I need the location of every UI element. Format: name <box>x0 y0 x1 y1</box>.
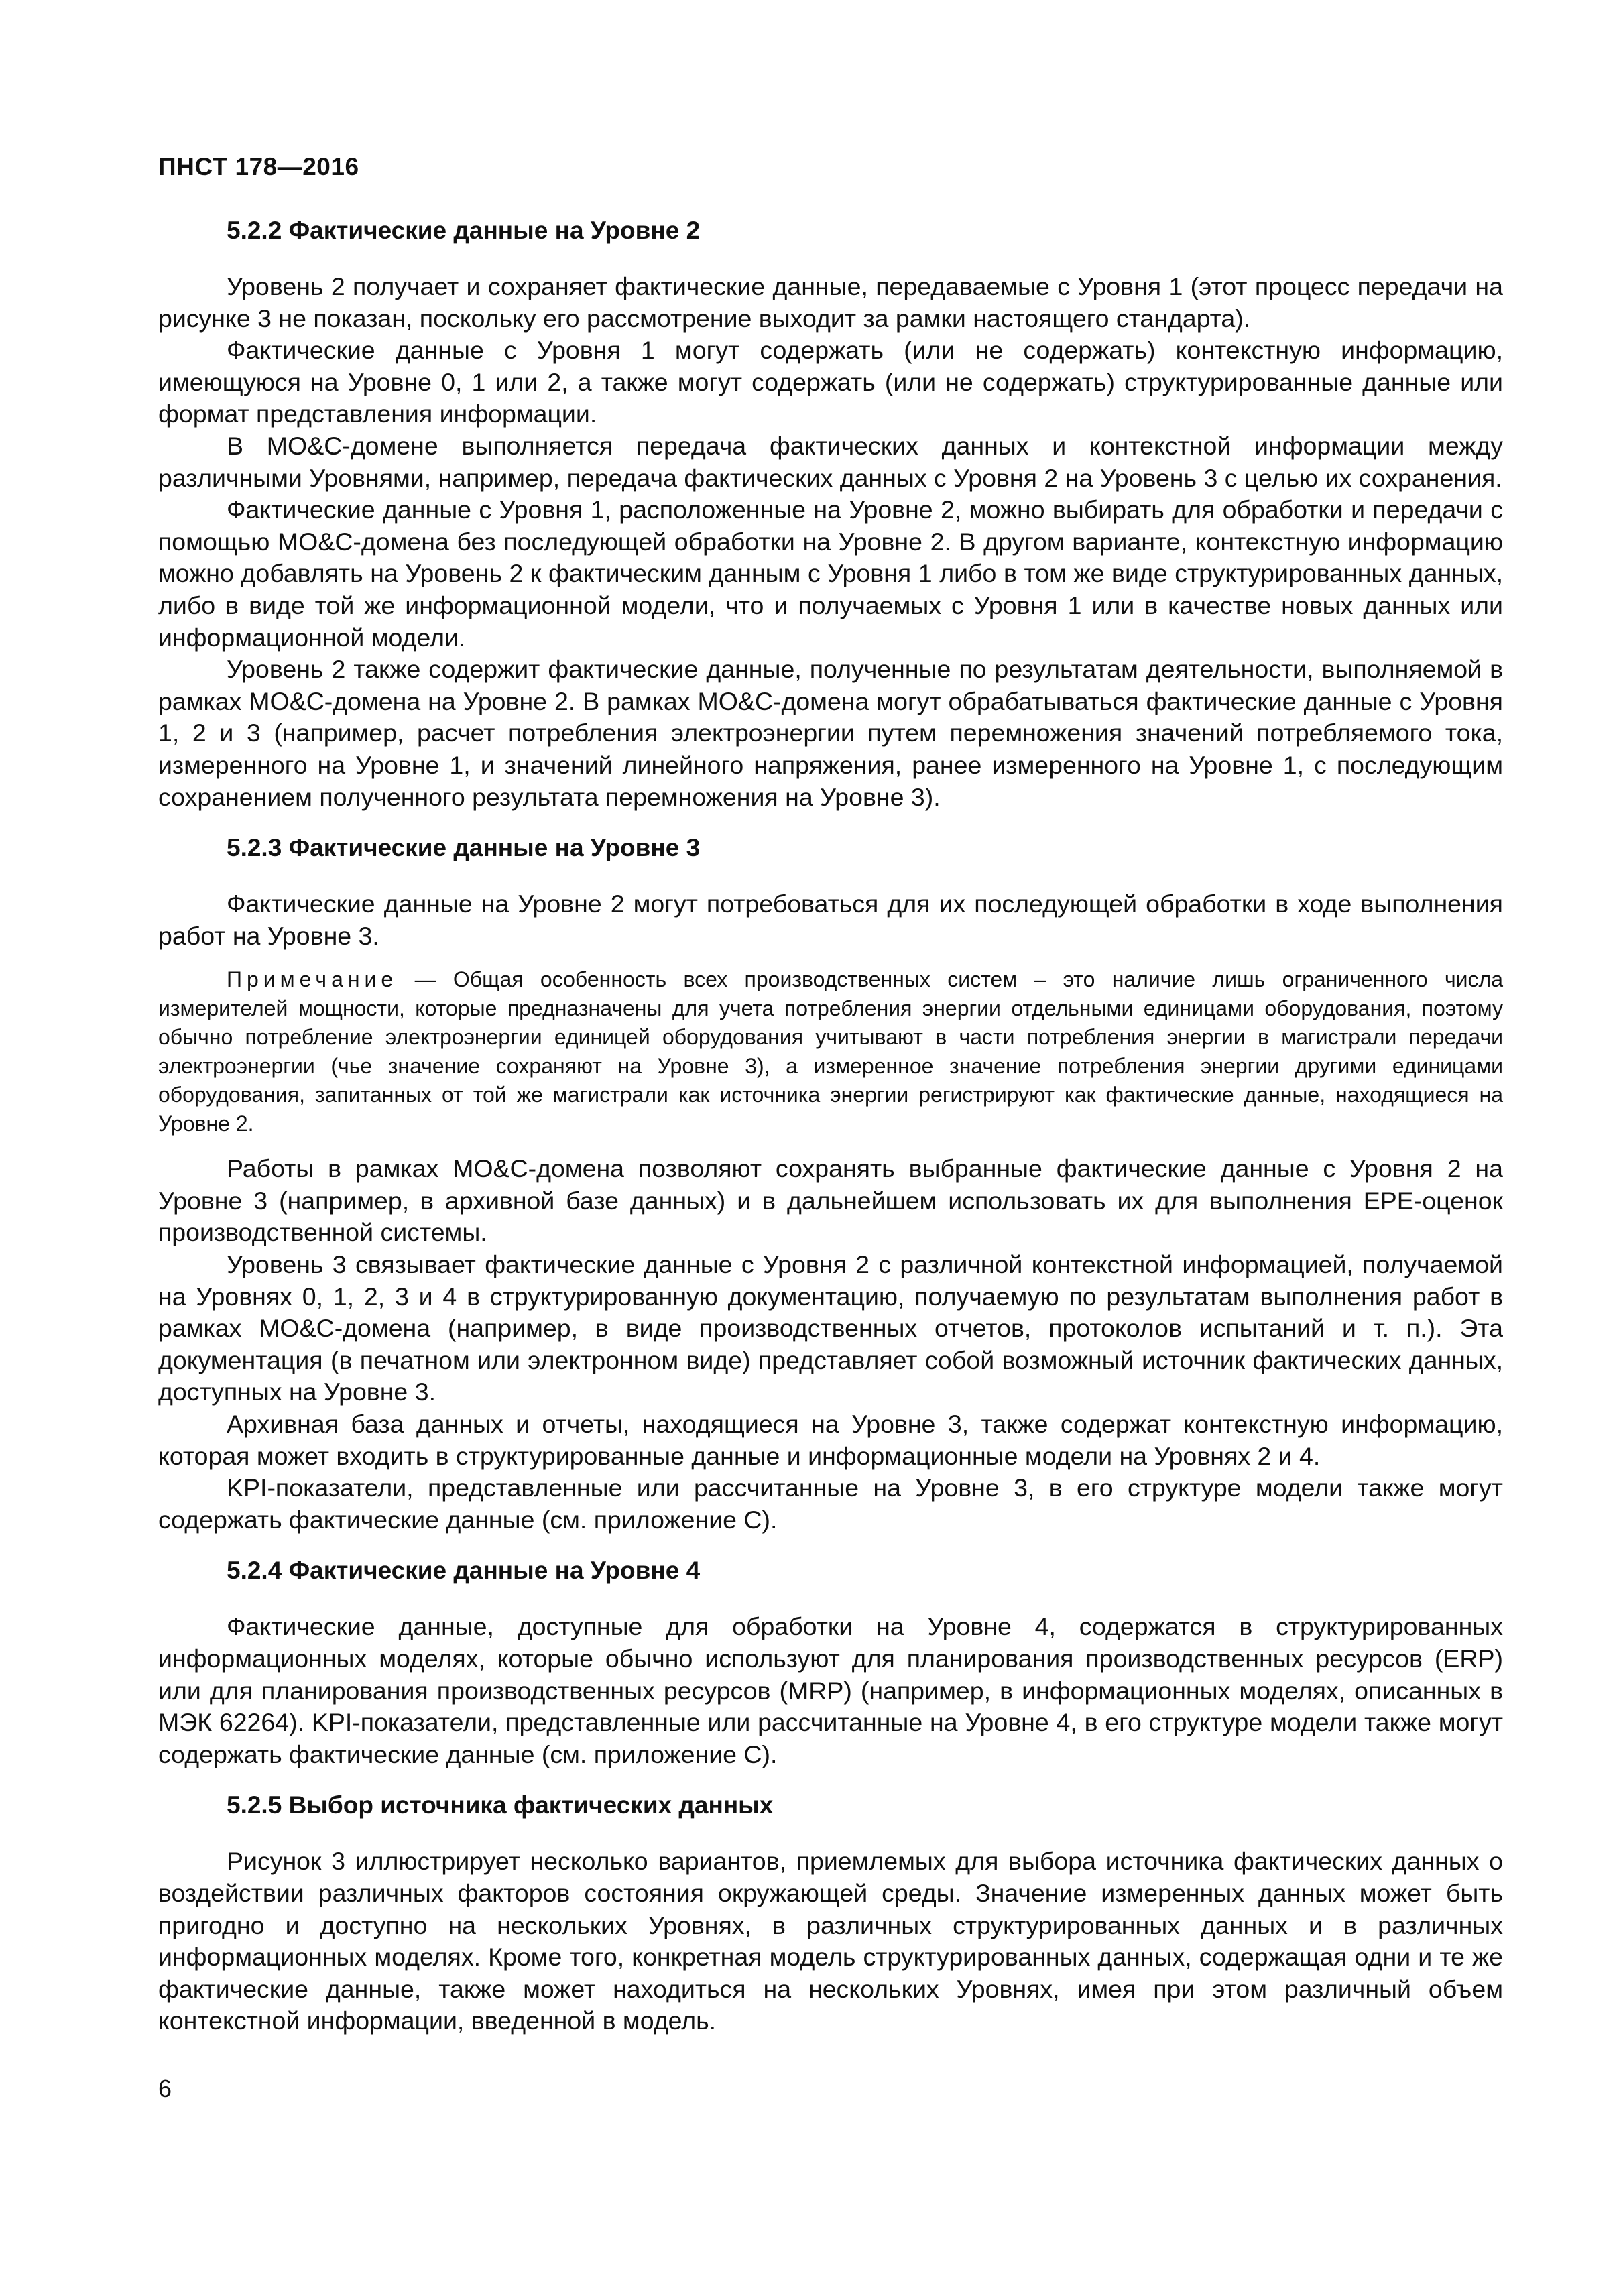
paragraph: Рисунок 3 иллюстрирует несколько вариантов, приемлемых для выбора источника фактических данных о воздействии различных факторов состояния окружающей среды. Значение измеренных данных может быть пригодно и доступно на нескольких Уровнях, в различных структурированных данных и в различных информационных моделях. Кроме того, конкретная модель структурированных данных, содержащая одни и те же фактические данные, также может находиться на нескольких Уровнях, имея при этом различный объем контекстной информации, введенной в модель. <box>158 1847 1503 2035</box>
paragraph: Фактические данные на Уровне 2 могут потребоваться для их последующей обработки в ходе выполнения работ на Уровне 3. <box>158 890 1503 950</box>
paragraph: Архивная база данных и отчеты, находящиеся на Уровне 3, также содержат контекстную информацию, которая может входить в структурированные данные и информационные модели на Уровнях 2 и 4. <box>158 1410 1503 1470</box>
note <box>158 965 1503 1138</box>
paragraph: Фактические данные с Уровня 1, расположенные на Уровне 2, можно выбирать для обработки и передачи с помощью MO&C-домена без последующей обработки на Уровне 2. В другом варианте, контекстную информацию можно добавлять на Уровень 2 к фактическим данным с Уровня 1 либо в том же виде структурированных данных, либо в виде той же информационной модели, что и получаемых с Уровня 1 или в качестве новых данных или информационной модели. <box>158 495 1503 652</box>
paragraph: Фактические данные с Уровня 1 могут содержать (или не содержать) контекстную информацию, имеющуюся на Уровне 0, 1 или 2, а также могут содержать (или не содержать) структурированные данные или формат представления информации. <box>158 336 1503 428</box>
document-page <box>158 0 1503 2296</box>
note-text: — Общая особенность всех производственных систем – это наличие лишь ограниченного числа измерителей мощности, которые предназначены для учета потребления энергии отдельными единицами оборудования, поэтому обычно потребление электроэнергии единицей оборудования учитывают в части потребления энергии в магистрали передачи электроэнергии (чье значение сохраняют на Уровне 3), а измеренное значение потребления энергии другими единицами оборудования, запитанных от той же магистрали как источника энергии регистрируют как фактические данные, находящиеся на Уровне 2. <box>158 967 1503 1136</box>
document-body <box>158 213 1503 2037</box>
paragraph: Уровень 3 связывает фактические данные с Уровня 2 с различной контекстной информацией, получаемой на Уровнях 0, 1, 2, 3 и 4 в структурированную документацию, получаемую по результатам выполнения работ в рамках MO&C-домена (например, в виде производственных отчетов, протоколов испытаний и т. п.). Эта документация (в печатном или электронном виде) представляет собой возможный источник фактических данных, доступных на Уровне 3. <box>158 1250 1503 1406</box>
section-title-5-2-3: 5.2.3 Фактические данные на Уровне 3 <box>227 834 701 862</box>
paragraph: В MO&C-домене выполняется передача фактических данных и контекстной информации между различными Уровнями, например, передача фактических данных с Уровня 2 на Уровень 3 с целью их сохранения. <box>158 431 1503 492</box>
paragraph: KPI-показатели, представленные или рассчитанные на Уровне 3, в его структуре модели также могут содержать фактические данные (см. приложение С). <box>158 1473 1503 1534</box>
paragraph: Работы в рамках MO&C-домена позволяют сохранять выбранные фактические данные с Уровня 2 на Уровне 3 (например, в архивной базе данных) и в дальнейшем использовать их для выполнения EPE-оценок производственной системы. <box>158 1154 1503 1247</box>
section-title-5-2-5: 5.2.5 Выбор источника фактических данных <box>227 1791 774 1819</box>
paragraph: Уровень 2 также содержит фактические данные, полученные по результатам деятельности, выполняемой в рамках MO&C-домена на Уровне 2. В рамках MO&C-домена могут обрабатываться фактические данные с Уровня 1, 2 и 3 (например, расчет потребления электроэнергии путем перемножения значений потребляемого тока, измеренного на Уровне 1, и значений линейного напряжения, ранее измеренного на Уровне 1, с последующим сохранением полученного результата перемножения на Уровне 3). <box>158 655 1503 811</box>
paragraph: Фактические данные, доступные для обработки на Уровне 4, содержатся в структурированных информационных моделях, которые обычно используют для планирования производственных ресурсов (ERP) или для планирования производственных ресурсов (MRP) (например, в информационных моделях, описанных в МЭК 62264). KPI-показатели, представленные или рассчитанные на Уровне 4, в его структуре модели также могут содержать фактические данные (см. приложение С). <box>158 1612 1503 1768</box>
section-title-5-2-2: 5.2.2 Фактические данные на Уровне 2 <box>227 217 701 244</box>
document-header: ПНСТ 178—2016 <box>158 153 359 180</box>
note-label: Примечание <box>227 967 398 992</box>
page-number: 6 <box>158 2075 172 2102</box>
section-title-5-2-4: 5.2.4 Фактические данные на Уровне 4 <box>227 1557 701 1585</box>
paragraph: Уровень 2 получает и сохраняет фактические данные, передаваемые с Уровня 1 (этот процесс передачи на рисунке 3 не показан, поскольку его рассмотрение выходит за рамки настоящего стандарта). <box>158 272 1503 333</box>
